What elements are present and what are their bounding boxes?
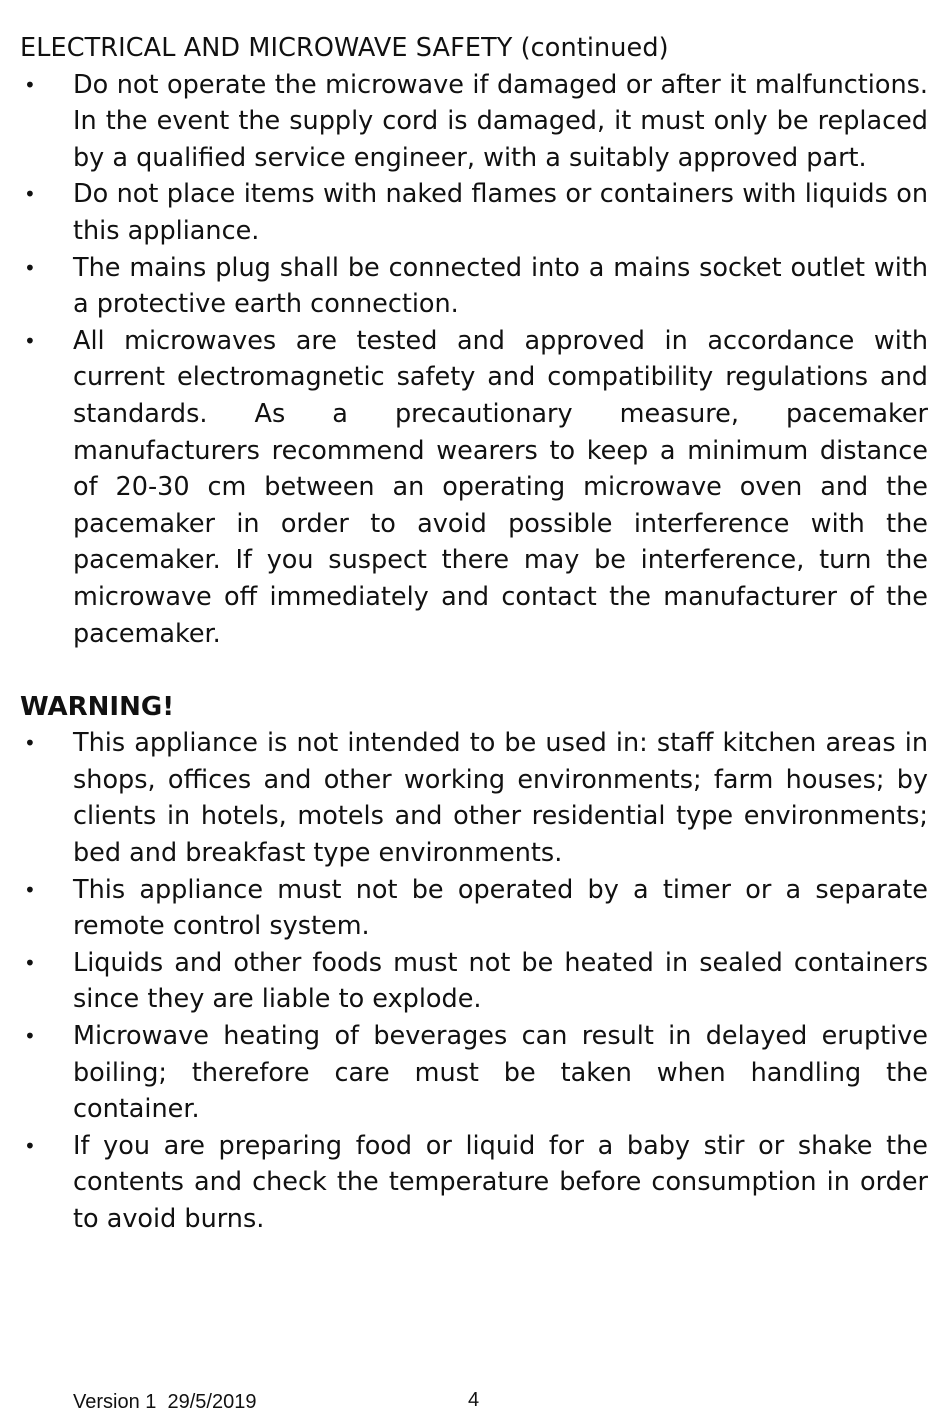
- manual-page: [20, 30, 928, 1238]
- bullet-icon: •: [24, 1133, 36, 1158]
- footer-version: Version 1 29/5/2019: [73, 1391, 257, 1413]
- warning-list: [20, 725, 928, 1237]
- bullet-icon: •: [24, 731, 36, 756]
- bullet-icon: •: [24, 72, 36, 97]
- bullet-icon: •: [24, 328, 36, 353]
- list-item: [20, 176, 928, 249]
- list-item: [20, 872, 928, 945]
- list-item: [20, 323, 928, 652]
- list-item-text: This appliance is not intended to be used in: staff kitchen areas in shops, offices and other working environments; farm houses; by clients in hotels, motels and other residential type environments; bed and breakfast type environments.: [73, 728, 928, 869]
- list-item-text: If you are preparing food or liquid for a baby stir or shake the contents and check the temperature before consumption in order to avoid burns.: [73, 1130, 928, 1234]
- list-item-text: All microwaves are tested and approved in accordance with current electromagnetic safety and compatibility regulations and standards. As a precautionary measure, pacemaker manufacturers recommend wearers to keep a minimum distance of 20-30 cm between an operating microwave oven and the pacemaker in order to avoid possible interference with the pacemaker. If you suspect there may be interference, turn the microwave off immediately and contact the manufacturer of the pacemaker.: [73, 325, 928, 649]
- list-item: [20, 1128, 928, 1238]
- list-item-text: This appliance must not be operated by a timer or a separate remote control system.: [73, 874, 928, 942]
- list-item-text: Liquids and other foods must not be heated in sealed containers since they are liable to explode.: [73, 947, 928, 1015]
- list-item-text: The mains plug shall be connected into a mains socket outlet with a protective earth connection.: [73, 252, 928, 320]
- bullet-icon: •: [24, 255, 36, 280]
- safety-list: [20, 67, 928, 653]
- bullet-icon: •: [24, 1024, 36, 1049]
- list-item: [20, 1018, 928, 1128]
- bullet-icon: •: [24, 877, 36, 902]
- list-item: [20, 945, 928, 1018]
- list-item-text: Do not place items with naked flames or containers with liquids on this appliance.: [73, 179, 928, 246]
- list-item: [20, 725, 928, 871]
- bullet-icon: •: [24, 950, 36, 975]
- list-item-text: Microwave heating of beverages can result in delayed eruptive boiling; therefore care must be taken when handling the container.: [73, 1021, 928, 1125]
- warning-heading: WARNING!: [20, 691, 175, 722]
- section-heading: ELECTRICAL AND MICROWAVE SAFETY (continued): [20, 33, 669, 63]
- footer-page-number: 4: [468, 1389, 480, 1411]
- list-item: [20, 67, 928, 177]
- list-item: [20, 250, 928, 323]
- list-item-text: Do not operate the microwave if damaged or after it malfunctions. In the event the supply cord is damaged, it must only be replaced by a qualified service engineer, with a suitably approved part.: [73, 69, 928, 173]
- bullet-icon: •: [24, 182, 36, 207]
